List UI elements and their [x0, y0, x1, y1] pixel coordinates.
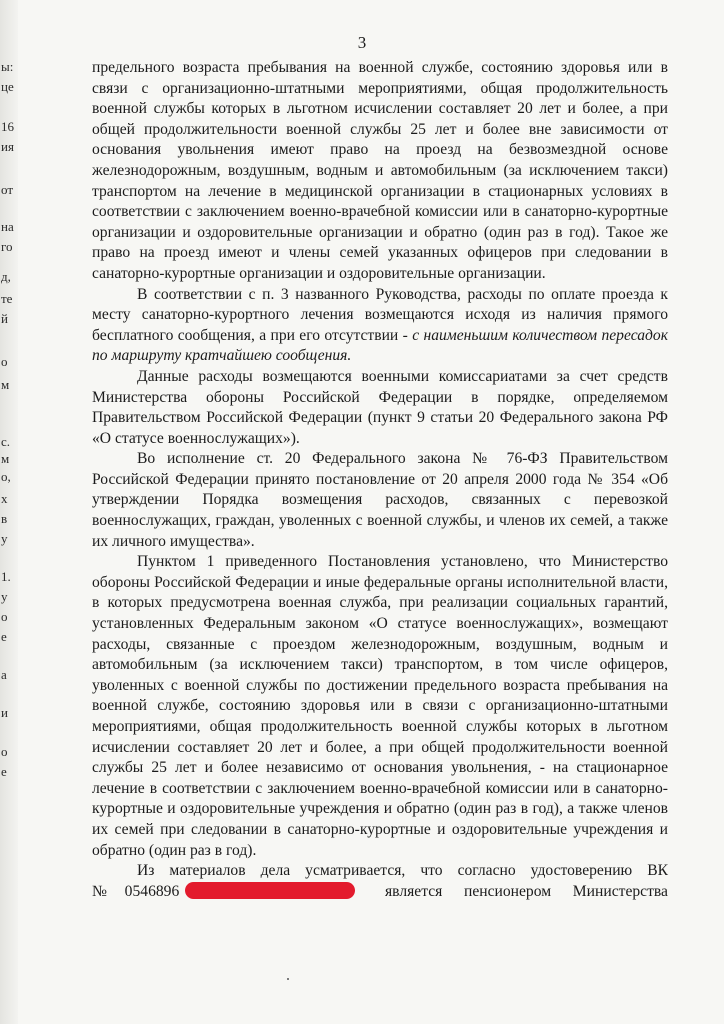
last-line: [92, 882, 668, 903]
paragraph-reimbursement: Данные расходы возмещаются военными комиссариатами за счет средств Министерства обороны Российской Федерации в порядке, определяемом Правительством Российской Федерации (пункт 9 статьи 20 Федерального закона РФ «О статусе военнослужащих»).: [92, 367, 668, 447]
paragraph-point-1: Пунктом 1 приведенного Постановления установлено, что Министерство обороны Российской Федерации и иные федеральные органы исполнительной власти, в которых предусмотрена военная служба, при реализации социальных гарантий, установленных Федеральным законом «О статусе военнослужащих», возмещают расходы, связанные с проездом железнодорожным, воздушным, водным и автомобильным (за исключением такси) транспортом, в том числе офицеров, уволенных с военной службы по достижении предельного возраста пребывания на военной службе, состоянию здоровья или в связи с организационно-штатными мероприятиями, общая продолжительность военной службы которых в льготном исчислении составляет 20 лет и более, а при общей продолжительности военной службы 25 лет и более независимо от основания увольнения, - на стационарное лечение в соответствии с заключением военно-врачебной комиссии или в санаторно-курортные и оздоровительные учреждения и обратно (один раз в год), а также членов их семей при следовании в санаторно-курортные и оздоровительные учреждения и обратно (один раз в год).: [92, 553, 668, 859]
margin-fragment: те: [1, 291, 13, 306]
margin-fragment: д,: [1, 269, 11, 284]
paragraph-continuation: предельного возраста пребывания на военной службе, состоянию здоровья или в связи с организационно-штатными мероприятиями, общая продолжительность военной службы которых в льготном исчислении составляет 20 лет и более, а при общей продолжительности военной службы 25 лет и более вне зависимости от основания увольнения имеют право на проезд на безвозмездной основе железнодорожным, воздушным, водным и автомобильным (за исключением такси) транспортом на лечение в медицинской организации в стационарных условиях в соответствии с заключением военно-врачебной комиссии или в санаторно-курортные организации и оздоровительные организации и обратно (один раз в год). Такое же право на проезд имеют и члены семей указанных офицеров при следовании в санаторно-курортные организации и оздоровительные организации.: [92, 59, 668, 282]
margin-fragment: 16: [1, 119, 14, 134]
certificate-number: №0546896: [92, 882, 180, 900]
margin-fragment: а: [1, 667, 7, 682]
redaction-mark: [185, 882, 355, 899]
margin-fragment: в: [1, 511, 8, 526]
margin-fragment: це: [1, 79, 14, 94]
margin-fragment: х: [1, 491, 8, 506]
margin-fragment: от: [1, 182, 14, 197]
paragraph-resolution-354: Во исполнение ст. 20 Федерального закона № 76-ФЗ Правительством Российской Федерации принято постановление от 20 апреля 2000 года № 354 «Об утверждении Порядка возмещения расходов, связанных с перевозкой военнослужащих, граждан, уволенных с военной службы, и членов их семей, а также их личного имущества».: [92, 450, 668, 550]
margin-fragment: ия: [1, 139, 14, 154]
margin-fragment: м: [1, 377, 10, 392]
margin-fragment: с.: [1, 434, 11, 449]
page-number: 3: [357, 33, 367, 52]
document-body: [92, 58, 668, 902]
margin-fragment: о,: [1, 469, 11, 484]
margin-fragment: м: [1, 451, 10, 466]
italic-phrase: с наименьшим количеством пересадок по маршруту кратчайшею сообщения.: [92, 326, 668, 365]
margin-fragment: й: [1, 311, 8, 326]
margin-fragment: о: [1, 354, 8, 369]
margin-fragment: о: [1, 609, 8, 624]
margin-fragment: е: [1, 629, 7, 644]
margin-fragment: у: [1, 589, 8, 604]
margin-fragment: 1.: [1, 569, 11, 584]
margin-fragment: е: [1, 764, 7, 779]
paragraph-case-materials: [92, 861, 668, 902]
scan-speck: [287, 978, 289, 980]
paragraph-text: Из материалов дела усматривается, что согласно удостоверению ВК: [137, 862, 668, 880]
paragraph-text: является пенсионером Министерства: [384, 882, 668, 900]
margin-fragment: и: [1, 705, 8, 720]
paragraph-guidance-point-3: [92, 285, 668, 367]
margin-fragment: о: [1, 744, 8, 759]
margin-fragment: го: [1, 239, 13, 254]
previous-page-edge: [0, 0, 18, 1024]
paragraph-text: В соответствии с п. 3 названного Руководства, расходы по оплате проезда к месту санаторно-курортного лечения возмещаются исходя из наличия прямого бесплатного сообщения, а при его отсутствии -: [92, 285, 668, 344]
margin-fragment: у: [1, 531, 8, 546]
margin-fragment: на: [1, 219, 14, 234]
margin-fragment: ы:: [1, 59, 14, 74]
